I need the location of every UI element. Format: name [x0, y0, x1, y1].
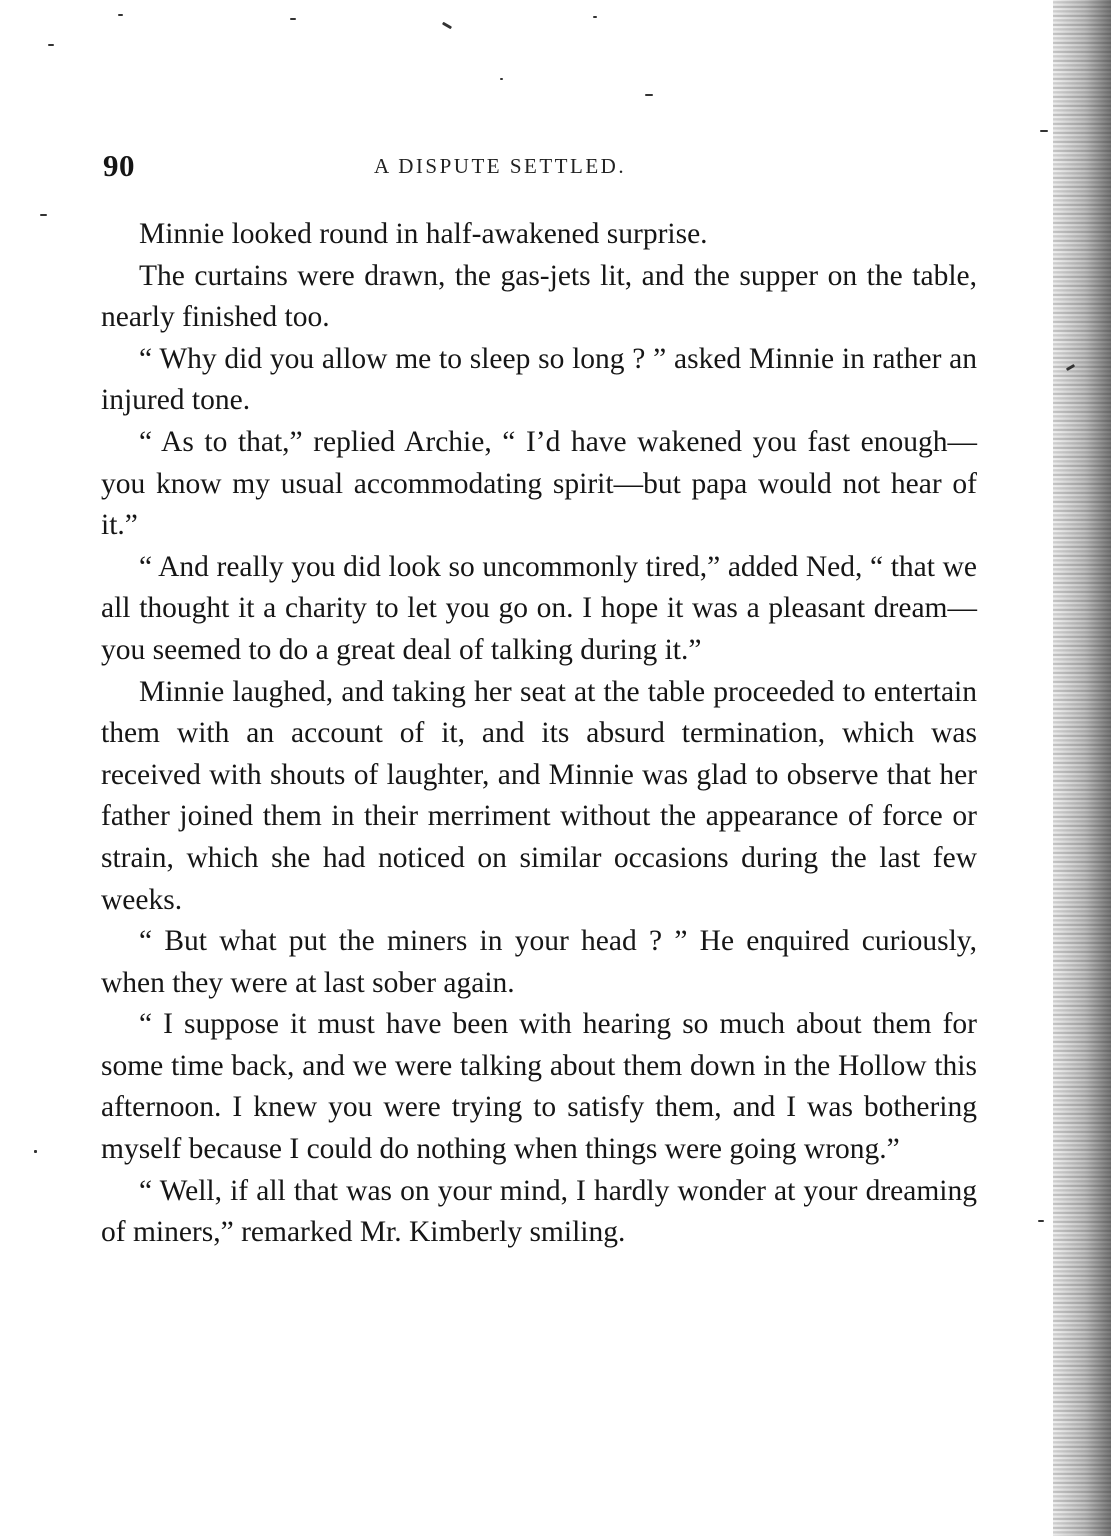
- scan-speck: [1040, 130, 1048, 132]
- page-number: 90: [103, 148, 135, 183]
- paragraph: Minnie looked round in half-awakened surprise.: [139, 218, 708, 250]
- paragraph: “ As to that,” replied Archie, “ I’d have wakened you fast enough—you know my usual accommodating spirit—but papa would not hear of it.”: [101, 425, 977, 542]
- scan-speck: [290, 18, 296, 20]
- scan-speck: [40, 214, 47, 216]
- running-title: A DISPUTE SETTLED.: [374, 154, 627, 178]
- running-head: [103, 148, 973, 188]
- paragraph: “ Why did you allow me to sleep so long ? ” asked Minnie in rather an injured tone.: [101, 342, 977, 417]
- paragraph: Minnie laughed, and taking her seat at the table proceeded to entertain them with an account of it, and its absurd termination, which was received with shouts of laughter, and Minnie was glad to observe that her father joined them in their merriment without the appearance of force or strain, which she had noticed on similar occasions during the last few weeks.: [101, 675, 977, 916]
- paragraph: “ I suppose it must have been with hearing so much about them for some time back, and we were talking about them down in the Hollow this afternoon. I knew you were trying to satisfy them, and I was bothering myself because I could do nothing when things were going wrong.”: [101, 1008, 977, 1166]
- scan-speck: [48, 44, 54, 46]
- scan-speck: [500, 78, 503, 80]
- scan-speck: [593, 16, 597, 18]
- scan-speck: [442, 22, 452, 30]
- scan-speck: [645, 94, 653, 96]
- scan-edge-shadow: [1053, 0, 1111, 1536]
- paragraph: “ And really you did look so uncommonly tired,” added Ned, “ that we all thought it a charity to let you go on. I hope it was a pleasant dream—you seemed to do a great deal of talking during it.”: [101, 550, 977, 666]
- paragraph: “ But what put the miners in your head ? ” He enquired curiously, when they were at last sober again.: [101, 925, 977, 999]
- body-text: [101, 214, 977, 1254]
- paragraph: The curtains were drawn, the gas-jets lit, and the supper on the table, nearly finished too.: [101, 259, 977, 334]
- paragraph: “ Well, if all that was on your mind, I hardly wonder at your dreaming of miners,” remarked Mr. Kimberly smiling.: [101, 1174, 977, 1249]
- scan-speck: [118, 14, 123, 16]
- scan-speck: [1038, 1220, 1044, 1222]
- scan-speck: [34, 1150, 37, 1153]
